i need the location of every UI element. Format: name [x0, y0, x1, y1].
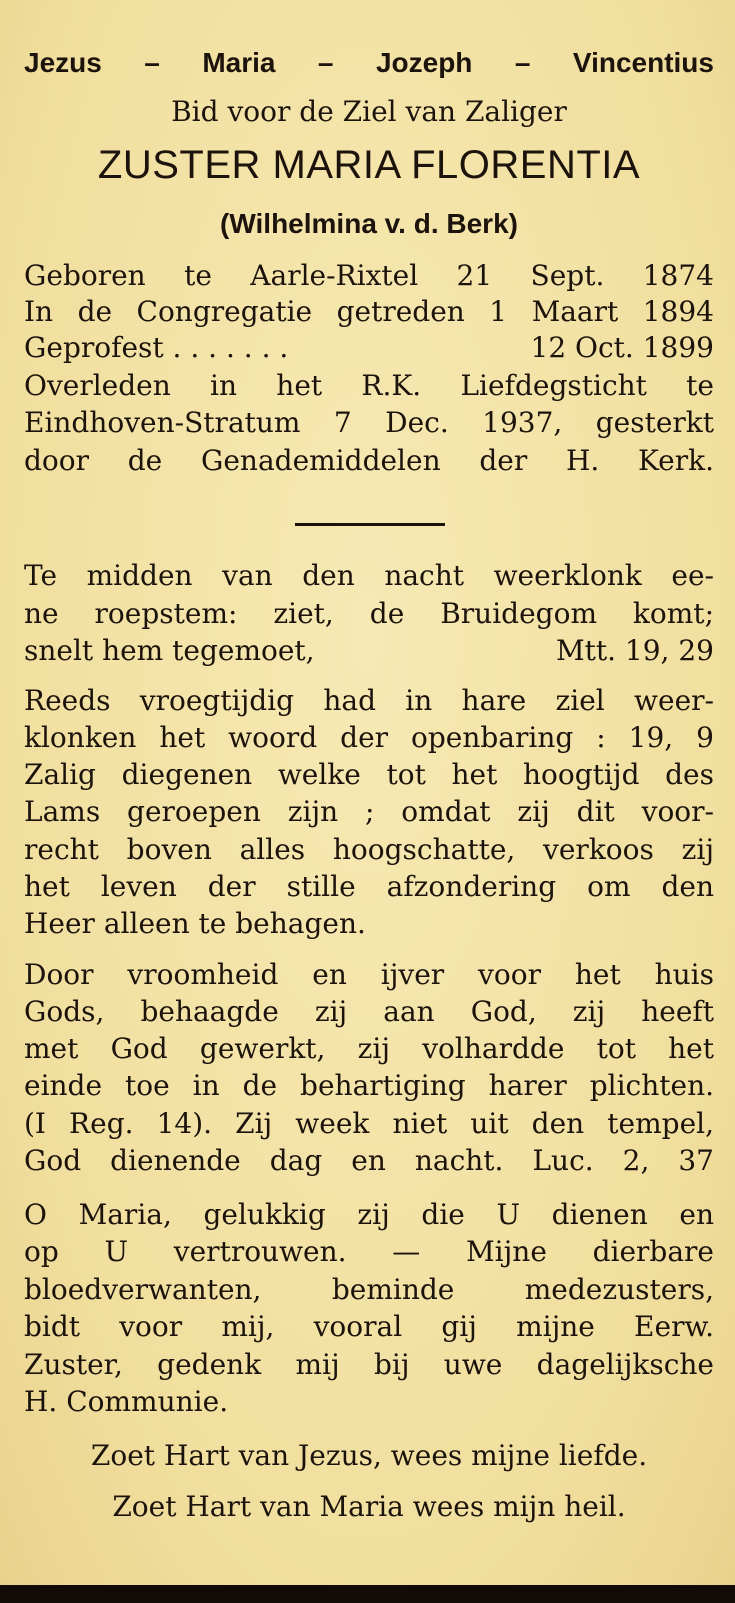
- professed-label: Geprofest . . . . . . .: [24, 331, 289, 364]
- prayer-line: Bid voor de Ziel van Zaliger: [171, 95, 567, 128]
- bio-line: Overleden in het R.K. Liefdegsticht te: [24, 369, 714, 402]
- bio-line: In de Congregatie getreden 1 Maart 1894: [24, 295, 714, 328]
- verse-line: Gods, behaagde zij aan God, zij heeft: [24, 995, 714, 1028]
- verse-line: (I Reg. 14). Zij week niet uit den tempel,: [24, 1107, 714, 1140]
- verse-line: recht boven alles hoogschatte, verkoos zij: [24, 833, 714, 866]
- bio-professed: [24, 331, 714, 364]
- closing-line: Zoet Hart van Maria wees mijn heil.: [112, 1490, 626, 1523]
- verse-line: Door vroomheid en ijver voor het huis: [24, 958, 714, 991]
- page-title: ZUSTER MARIA FLORENTIA: [97, 143, 641, 187]
- verse-line: ne roepstem: ziet, de Bruidegom komt;: [24, 597, 714, 630]
- verse-text: snelt hem tegemoet,: [24, 634, 315, 667]
- verse-line: klonken het woord der openbaring : 19, 9: [24, 721, 714, 754]
- verse-line: bidt voor mij, vooral gij mijne Eerw.: [24, 1310, 714, 1343]
- scripture-ref: Mtt. 19, 29: [555, 634, 714, 667]
- dash: –: [514, 47, 531, 78]
- verse-line: op U vertrouwen. — Mijne dierbare: [24, 1235, 714, 1268]
- verse-line: Heer alleen te behagen.: [24, 907, 366, 940]
- verse-line: [24, 634, 714, 667]
- verse-line: Reeds vroegtijdig had in hare ziel weer-: [24, 684, 714, 717]
- verse-line: met God gewerkt, zij volhardde tot het: [24, 1032, 714, 1065]
- professed-date: 12 Oct. 1899: [530, 331, 714, 364]
- header-names: [24, 49, 714, 77]
- verse-line: bloedverwanten, beminde medezusters,: [24, 1273, 714, 1306]
- verse-line: Lams geroepen zijn ; omdat zij dit voor-: [24, 795, 714, 828]
- verse-line: einde toe in de behartiging harer plichten.: [24, 1069, 714, 1102]
- name-jezus: Jezus: [24, 47, 102, 78]
- name-vincentius: Vincentius: [572, 47, 714, 78]
- verse-line: het leven der stille afzondering om den: [24, 870, 714, 903]
- verse-line: Zuster, gedenk mij bij uwe dagelijksche: [24, 1348, 714, 1381]
- closing-line: Zoet Hart van Jezus, wees mijne liefde.: [90, 1439, 648, 1472]
- scan-edge: [0, 1585, 735, 1603]
- name-jozeph: Jozeph: [375, 47, 473, 78]
- bio-line: door de Genademiddelen der H. Kerk.: [24, 444, 714, 477]
- bio-line: Eindhoven-Stratum 7 Dec. 1937, gesterkt: [24, 406, 714, 439]
- bio-line: Geboren te Aarle-Rixtel 21 Sept. 1874: [24, 259, 714, 292]
- dash: –: [144, 47, 160, 78]
- verse-line: Zalig diegenen welke tot het hoogtijd des: [24, 758, 714, 791]
- dash: –: [317, 47, 334, 78]
- verse-line: O Maria, gelukkig zij die U dienen en: [24, 1198, 714, 1231]
- divider: [295, 523, 445, 526]
- verse-line: God dienende dag en nacht. Luc. 2, 37: [24, 1144, 714, 1177]
- name-maria: Maria: [202, 47, 276, 78]
- verse-line: Te midden van den nacht weerklonk ee-: [24, 559, 714, 592]
- subtitle: (Wilhelmina v. d. Berk): [220, 208, 518, 239]
- verse-line: H. Communie.: [24, 1385, 229, 1418]
